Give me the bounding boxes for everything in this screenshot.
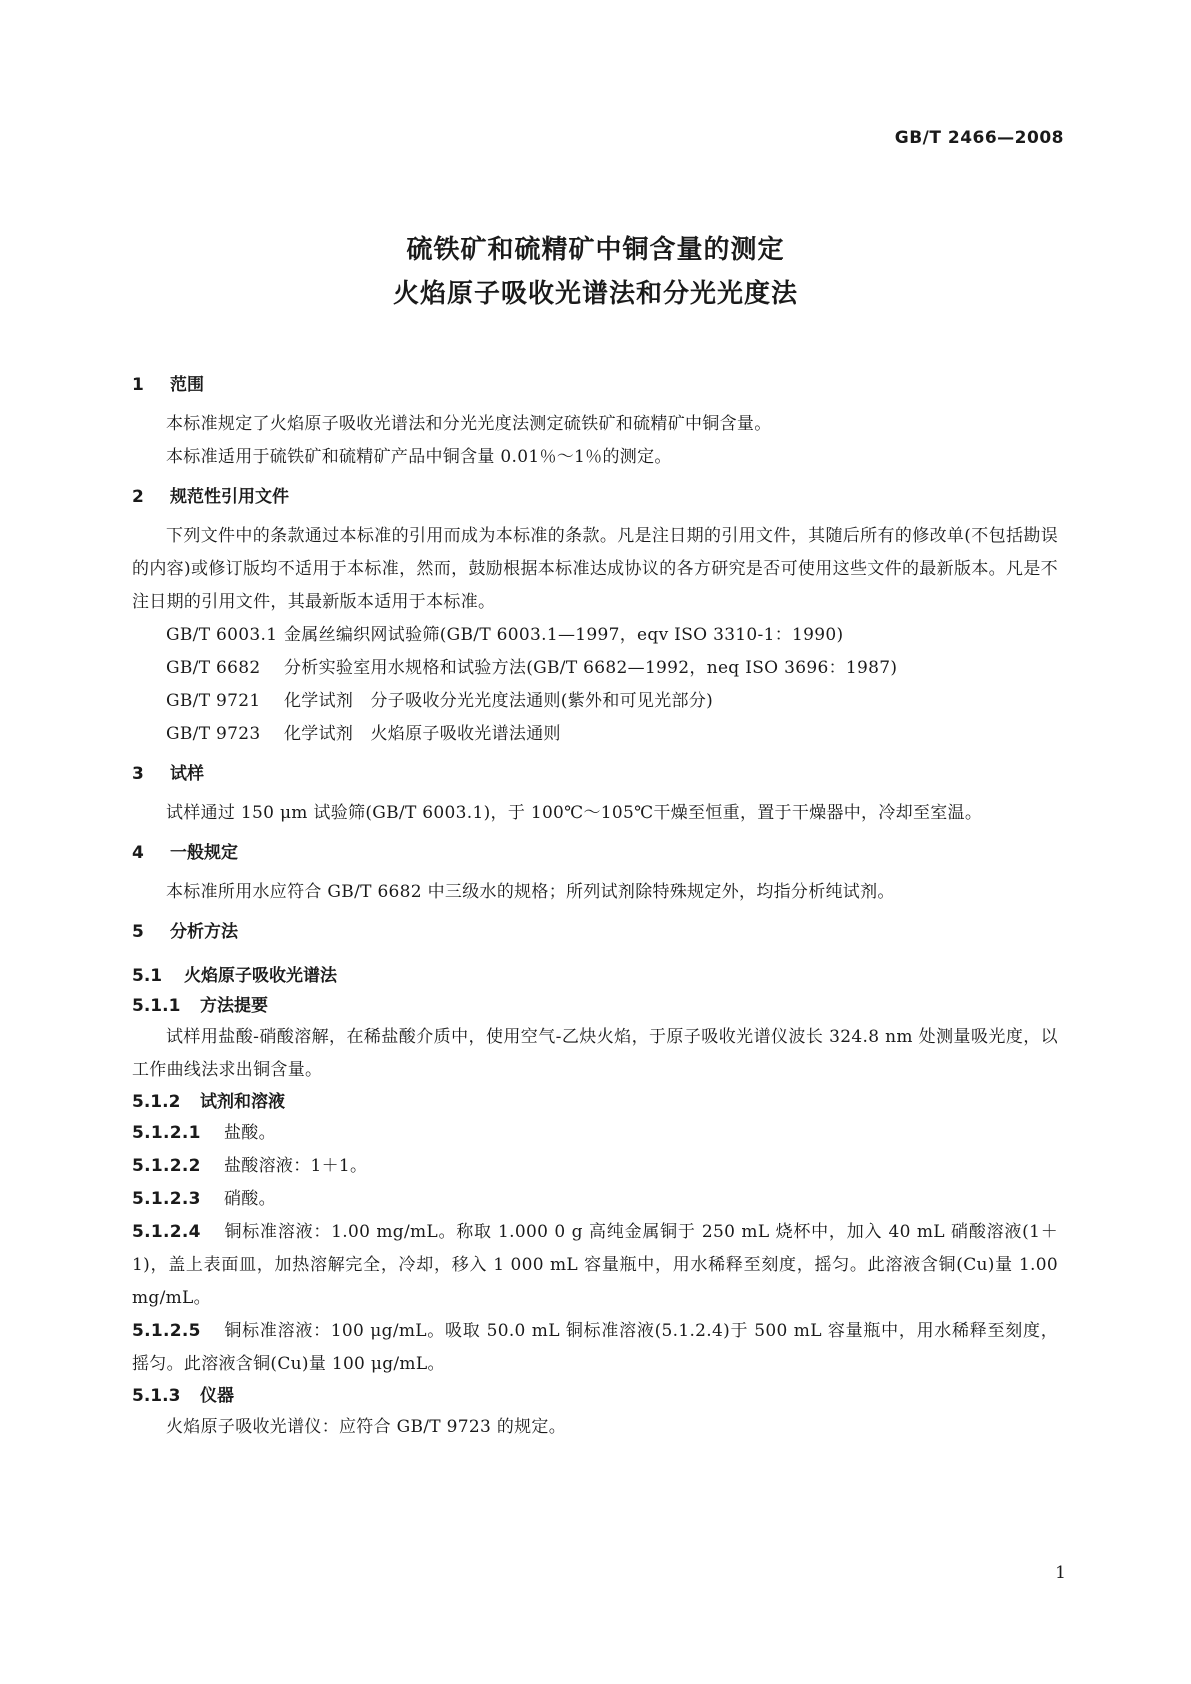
subsection-heading-reagents (132, 1087, 1058, 1117)
title-line-2: 火焰原子吸收光谱法和分光光度法 (392, 279, 798, 309)
document-title (0, 228, 1191, 316)
subsection-title: 火焰原子吸收光谱法 (184, 966, 337, 986)
item-text: 铜标准溶液：100 μg/mL。吸取 50.0 mL 铜标准溶液(5.1.2.4)于 500 mL 容量瓶中，用水稀释至刻度，摇匀。此溶液含铜(Cu)量 100 μg/mL。 (132, 1321, 1058, 1374)
reference-code: GB/T 9721 (166, 691, 261, 711)
subsection-number: 5.1.3 (132, 1386, 181, 1406)
reference-item (132, 685, 1058, 718)
paragraph: 试样用盐酸-硝酸溶解，在稀盐酸介质中，使用空气-乙炔火焰，于原子吸收光谱仪波长 324.8 nm 处测量吸光度，以工作曲线法求出铜含量。 (132, 1027, 1058, 1080)
reference-item (132, 652, 1058, 685)
section-heading-sample (132, 759, 1058, 789)
reagent-item (132, 1150, 1058, 1183)
paragraph: 试样通过 150 μm 试验筛(GB/T 6003.1)，于 100℃～105℃干燥至恒重，置于干燥器中，冷却至室温。 (166, 803, 983, 823)
item-number: 5.1.2.2 (132, 1156, 201, 1176)
section-title: 试样 (170, 764, 204, 784)
section-number: 3 (132, 764, 144, 784)
subsection-heading-flame-aas (132, 961, 1058, 991)
reference-item (132, 619, 1058, 652)
subsection-number: 5.1.1 (132, 996, 181, 1016)
subsection-title: 仪器 (200, 1386, 234, 1406)
subsection-title: 方法提要 (200, 996, 268, 1016)
section-number: 5 (132, 922, 144, 942)
item-text: 铜标准溶液：1.00 mg/mL。称取 1.000 0 g 高纯金属铜于 250 mL 烧杯中，加入 40 mL 硝酸溶液(1＋1)，盖上表面皿，加热溶解完全，冷却，移入 1 000 mL 容量瓶中，用水稀释至刻度，摇匀。此溶液含铜(Cu)量 1.00 mg/mL。 (132, 1222, 1058, 1308)
subsection-number: 5.1 (132, 966, 163, 986)
reference-code: GB/T 6003.1 (166, 625, 278, 645)
reagent-item (132, 1117, 1058, 1150)
section-title: 分析方法 (170, 922, 238, 942)
reference-item (132, 718, 1058, 751)
section-number: 4 (132, 843, 144, 863)
reference-text: 化学试剂 火焰原子吸收光谱法通则 (284, 724, 561, 744)
section-title: 一般规定 (170, 843, 238, 863)
section-heading-analysis-method (132, 917, 1058, 947)
section-heading-scope (132, 370, 1058, 400)
item-number: 5.1.2.5 (132, 1321, 201, 1341)
document-body (132, 370, 1058, 1444)
paragraph: 下列文件中的条款通过本标准的引用而成为本标准的条款。凡是注日期的引用文件，其随后所有的修改单(不包括勘误的内容)或修订版均不适用于本标准，然而，鼓励根据本标准达成协议的各方研究是否可使用这些文件的最新版本。凡是不注日期的引用文件，其最新版本适用于本标准。 (132, 526, 1058, 612)
item-text: 盐酸。 (224, 1123, 276, 1143)
section-title: 范围 (170, 375, 204, 395)
subsection-heading-method-summary (132, 991, 1058, 1021)
title-line-1: 硫铁矿和硫精矿中铜含量的测定 (406, 235, 785, 265)
reference-text: 分析实验室用水规格和试验方法(GB/T 6682—1992，neq ISO 3696：1987) (284, 658, 898, 678)
subsection-heading-instruments (132, 1381, 1058, 1411)
standard-code: GB/T 2466—2008 (894, 128, 1064, 148)
reference-code: GB/T 9723 (166, 724, 261, 744)
item-number: 5.1.2.1 (132, 1123, 201, 1143)
section-title: 规范性引用文件 (170, 487, 289, 507)
subsection-number: 5.1.2 (132, 1092, 181, 1112)
paragraph: 本标准适用于硫铁矿和硫精矿产品中铜含量 0.01％～1％的测定。 (166, 447, 672, 467)
item-text: 盐酸溶液：1＋1。 (224, 1156, 368, 1176)
section-number: 1 (132, 375, 144, 395)
item-number: 5.1.2.3 (132, 1189, 201, 1209)
section-heading-normative-references (132, 482, 1058, 512)
paragraph: 本标准所用水应符合 GB/T 6682 中三级水的规格；所列试剂除特殊规定外，均指分析纯试剂。 (166, 882, 895, 902)
section-number: 2 (132, 487, 144, 507)
section-heading-general-provisions (132, 838, 1058, 868)
subsection-title: 试剂和溶液 (200, 1092, 285, 1112)
reagent-item (132, 1315, 1058, 1381)
reference-code: GB/T 6682 (166, 658, 261, 678)
paragraph: 火焰原子吸收光谱仪：应符合 GB/T 9723 的规定。 (166, 1417, 567, 1437)
reference-text: 金属丝编织网试验筛(GB/T 6003.1—1997，eqv ISO 3310-1：1990) (284, 625, 844, 645)
item-number: 5.1.2.4 (132, 1222, 201, 1242)
reagent-item (132, 1183, 1058, 1216)
paragraph: 本标准规定了火焰原子吸收光谱法和分光光度法测定硫铁矿和硫精矿中铜含量。 (166, 414, 772, 434)
reagent-item (132, 1216, 1058, 1315)
page-number: 1 (1055, 1563, 1066, 1583)
item-text: 硝酸。 (224, 1189, 276, 1209)
reference-text: 化学试剂 分子吸收分光光度法通则(紫外和可见光部分) (284, 691, 714, 711)
